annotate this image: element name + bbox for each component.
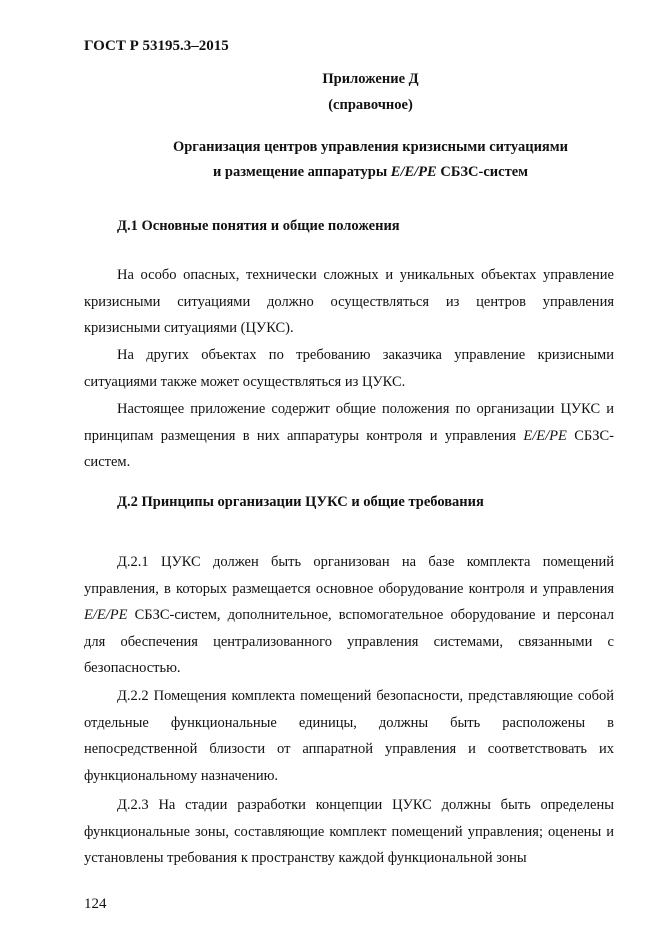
section-d2-paragraph-1-italic: Е/Е/РЕ — [84, 607, 128, 624]
section-d2-title: Д.2 Принципы организации ЦУКС и общие требования — [117, 494, 484, 510]
section-d2-paragraph-1-post: СБЗС-систем, дополнительное, вспомогательное оборудование и персонал для обеспечения централизованного управления системами, связанными с безопасностью. — [84, 607, 614, 677]
section-d1-paragraph-1-text: На особо опасных, технически сложных и уникальных объектах управление кризисными ситуациями должно осуществляться из центров управления кризисными ситуациями (ЦУКС). — [84, 267, 614, 337]
section-d2-paragraph-2-text: Д.2.2 Помещения комплекта помещений безопасности, представляющие собой отдельные функциональные единицы, должны быть расположены в непосредственной близости от аппаратной управления и соответствовать их функциональному назначению. — [84, 688, 614, 784]
annex-heading — [40, 135, 661, 185]
section-d1-title: Д.1 Основные понятия и общие положения — [117, 218, 400, 234]
annex-heading-line1: Организация центров управления кризисными ситуациями — [172, 139, 569, 155]
annex-heading-line2 — [40, 160, 661, 185]
standard-header: ГОСТ Р 53195.3–2015 — [84, 38, 229, 54]
annex-heading-line2-italic: Е/Е/РЕ — [390, 164, 437, 180]
annex-heading-line2-pre: и размещение аппаратуры — [212, 164, 391, 180]
section-d2-paragraph-1-pre: Д.2.1 ЦУКС должен быть организован на базе комплекта помещений управления, в которых размещается основное оборудование контроля и управления — [84, 554, 614, 597]
section-d1-paragraph-2 — [84, 342, 614, 395]
section-d2-paragraph-3 — [84, 792, 614, 872]
annex-heading-line2-post: СБЗС-систем — [436, 164, 529, 180]
section-d2-paragraph-3-text: Д.2.3 На стадии разработки концепции ЦУКС должны быть определены функциональные зоны, составляющие комплект помещений управления; оценены и установлены требования к пространству каждой функциональной зоны — [84, 797, 614, 867]
section-d1-paragraph-3-post: СБЗС-систем. — [84, 427, 615, 471]
annex-title: Приложение Д — [322, 71, 419, 87]
section-d1-paragraph-3-pre: Настоящее приложение содержит общие положения по организации ЦУКС и принципам размещения в них аппаратуры контроля и управления — [84, 401, 614, 444]
annex-subtitle: (справочное) — [328, 97, 413, 113]
section-d1-paragraph-2-text: На других объектах по требованию заказчика управление кризисными ситуациями также может осуществляться из ЦУКС. — [84, 347, 614, 390]
section-d1-paragraph-3 — [84, 396, 614, 476]
page-number: 124 — [84, 896, 107, 912]
section-d1-paragraph-3-italic: Е/Е/РЕ — [523, 427, 567, 444]
section-d2-paragraph-2 — [84, 683, 614, 789]
section-d2-paragraph-1 — [84, 549, 614, 682]
section-d1-paragraph-1 — [84, 262, 614, 342]
